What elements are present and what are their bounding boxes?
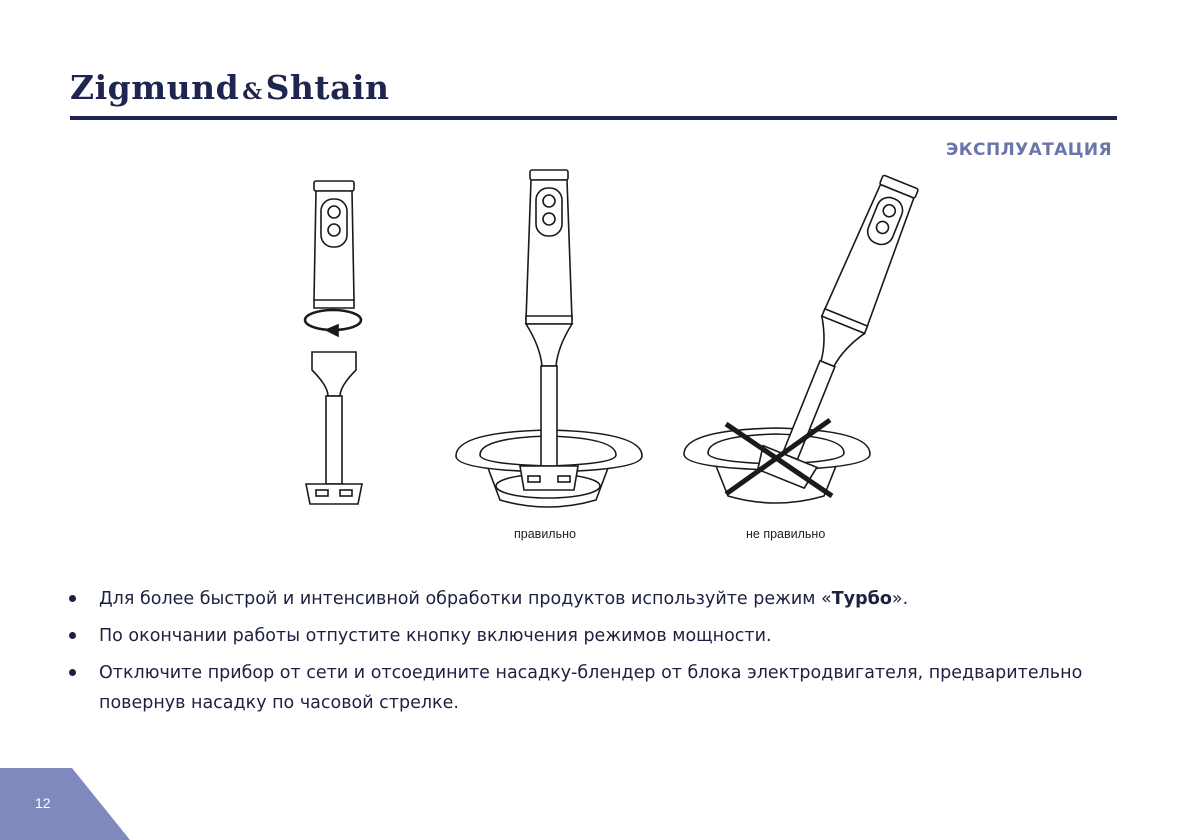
caption-correct: правильно: [514, 527, 576, 541]
blender-incorrect-figure: [684, 171, 928, 503]
section-title: ЭКСПЛУАТАЦИЯ: [945, 140, 1112, 160]
page-number: 12: [35, 795, 51, 811]
brand-name-2: Shtain: [265, 68, 390, 107]
caption-incorrect: не правильно: [746, 527, 826, 541]
blender-correct-figure: [456, 170, 642, 507]
page-number-tab: [0, 768, 130, 840]
brand-ampersand: &: [242, 79, 263, 105]
instruction-list: [64, 584, 1124, 725]
turbo-mode-label: Турбо: [831, 589, 892, 609]
instruction-text: ».: [891, 589, 909, 609]
instruction-item: [64, 584, 1124, 614]
instruction-item: По окончании работы отпустите кнопку включения режимов мощности.: [64, 621, 1124, 651]
instruction-item: Отключите прибор от сети и отсоедините насадку-блендер от блока электродвигателя, предварительно повернув насадку по часовой стрелке.: [64, 658, 1124, 718]
brand-name-1: Zigmund: [70, 68, 240, 107]
instruction-text: Для более быстрой и интенсивной обработки продуктов используйте режим «: [99, 589, 832, 609]
blender-detached-figure: [305, 181, 362, 504]
